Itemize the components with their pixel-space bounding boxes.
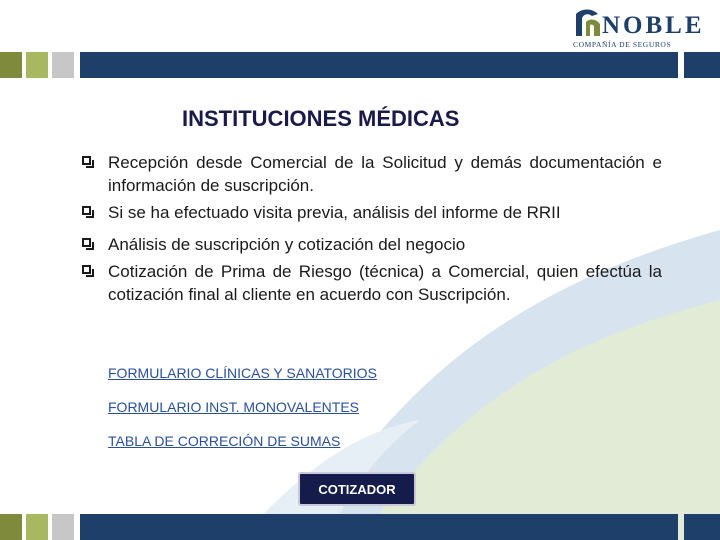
checkbox-bullet-icon [82, 156, 91, 165]
noble-logo-icon [572, 6, 606, 40]
bullet-text: Si se ha efectuado visita previa, análisis del informe de RRII [108, 203, 561, 222]
bullet-text: Cotización de Prima de Riesgo (técnica) a Comercial, quien efectúa la cotización final al cliente en acuerdo con Suscripción. [108, 262, 662, 304]
link-formulario-monovalentes[interactable]: FORMULARIO INST. MONOVALENTES [108, 399, 359, 415]
link-formulario-clinicas[interactable]: FORMULARIO CLÍNICAS Y SANATORIOS [108, 365, 377, 381]
decor-square [26, 514, 48, 540]
decor-square [0, 514, 22, 540]
bullet-item [82, 260, 662, 306]
decor-square [684, 52, 720, 78]
logo-wordmark: NOBLE [602, 12, 705, 39]
cotizador-button[interactable]: COTIZADOR [298, 472, 416, 506]
decor-square [0, 52, 22, 78]
decor-square [52, 52, 74, 78]
noble-logo [570, 6, 710, 50]
checkbox-bullet-icon [82, 206, 91, 215]
bullet-list [82, 151, 662, 306]
bottom-decor-bar [0, 514, 720, 540]
decor-bar [80, 514, 678, 540]
bullet-item [82, 233, 662, 256]
page-title: INSTITUCIONES MÉDICAS [182, 106, 460, 131]
bullet-text: Análisis de suscripción y cotización del negocio [108, 235, 466, 254]
top-decor-bar [0, 52, 720, 78]
decor-square [26, 52, 48, 78]
bullet-item [82, 201, 662, 224]
checkbox-bullet-icon [82, 238, 91, 247]
logo-tagline: COMPAÑÍA DE SEGUROS [573, 40, 672, 49]
link-tabla-correcion-sumas[interactable]: TABLA DE CORRECIÓN DE SUMAS [108, 433, 341, 449]
decor-square [684, 514, 720, 540]
decor-bar [80, 52, 678, 78]
bullet-text: Recepción desde Comercial de la Solicitud y demás documentación e información de suscripción. [108, 153, 662, 195]
checkbox-bullet-icon [82, 265, 91, 274]
bullet-item [82, 151, 662, 197]
decor-square [52, 514, 74, 540]
